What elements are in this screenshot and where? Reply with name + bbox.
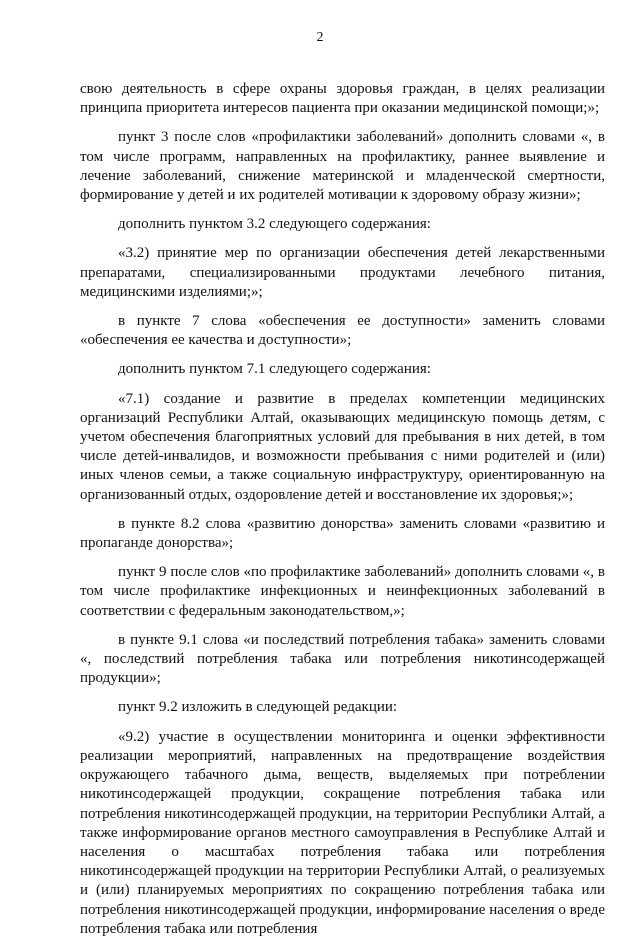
paragraph-item-9-1: в пункте 9.1 слова «и последствий потребления табака» заменить словами «, последствий потребления табака или потребления никотинсодержащей продукции»; (80, 631, 605, 687)
paragraph-item-8-2: в пункте 8.2 слова «развитию донорства» заменить словами «развитию и пропаганде донорства»; (80, 515, 605, 552)
paragraph-item-9-2-intro: пункт 9.2 изложить в следующей редакции: (118, 699, 398, 716)
page-number: 2 (316, 30, 324, 45)
paragraph-item-7: в пункте 7 слова «обеспечения ее доступности» заменить словами «обеспечения ее качества и доступности»; (80, 313, 605, 349)
paragraph-add-3-2: дополнить пунктом 3.2 следующего содержания: (118, 216, 431, 233)
paragraph-3-2-text: «3.2) принятие мер по организации обеспечения детей лекарственными препаратами, специализированными продуктами лечебного питания, медицинскими изделиями;»; (80, 245, 605, 300)
paragraph-item-9: пункт 9 после слов «по профилактике заболеваний» дополнить словами «, в том числе профилактике инфекционных и неинфекционных заболеваний в соответствии с федеральным законодательством,»; (80, 564, 605, 619)
paragraph-add-7-1: дополнить пунктом 7.1 следующего содержания: (118, 361, 431, 378)
document-body (80, 80, 605, 949)
paragraph-7-1-text: «7.1) создание и развитие в пределах компетенции медицинских организаций Республики Алтай, оказывающих медицинскую помощь детям, с учетом обеспечения благоприятных условий для пребывания в них детей, в том числе детей-инвалидов, и возможности пребывания с ними родителей и (или) иных членов семьи, а также социальную инфраструктуру, ориентированную на организованный отдых, оздоровление детей и восстановление их здоровья;»; (80, 390, 605, 503)
paragraph-9-2-text: «9.2) участие в осуществлении мониторинга и оценки эффективности реализации мероприятий, направленных на предотвращение воздействия окружающего табачного дыма, веществ, выделяемых при потреблении никотинсодержащей продукции, сокращение потребления табака или потребления никотинсодержащей продукции, на территории Республики Алтай, а также информирование органов местного самоуправления в Республике Алтай и населения о масштабах потребления табака или потребления никотинсодержащей продукции на территории Республики Алтай, о реализуемых и (или) планируемых мероприятиях по сокращению потребления табака или потребления никотинсодержащей продукции, информирование населения о вреде потребления табака или потребления (80, 728, 605, 937)
paragraph-continuation: свою деятельность в сфере охраны здоровья граждан, в целях реализации принципа приоритета интересов пациента при оказании медицинской помощи;»; (80, 81, 605, 117)
paragraph-item-3: пункт 3 после слов «профилактики заболеваний» дополнить словами «, в том числе программ, направленных на профилактику, раннее выявление и лечение заболеваний, снижение материнской и младенческой смертности, формирование у детей и их родителей мотивации к здоровому образу жизни»; (80, 129, 605, 204)
